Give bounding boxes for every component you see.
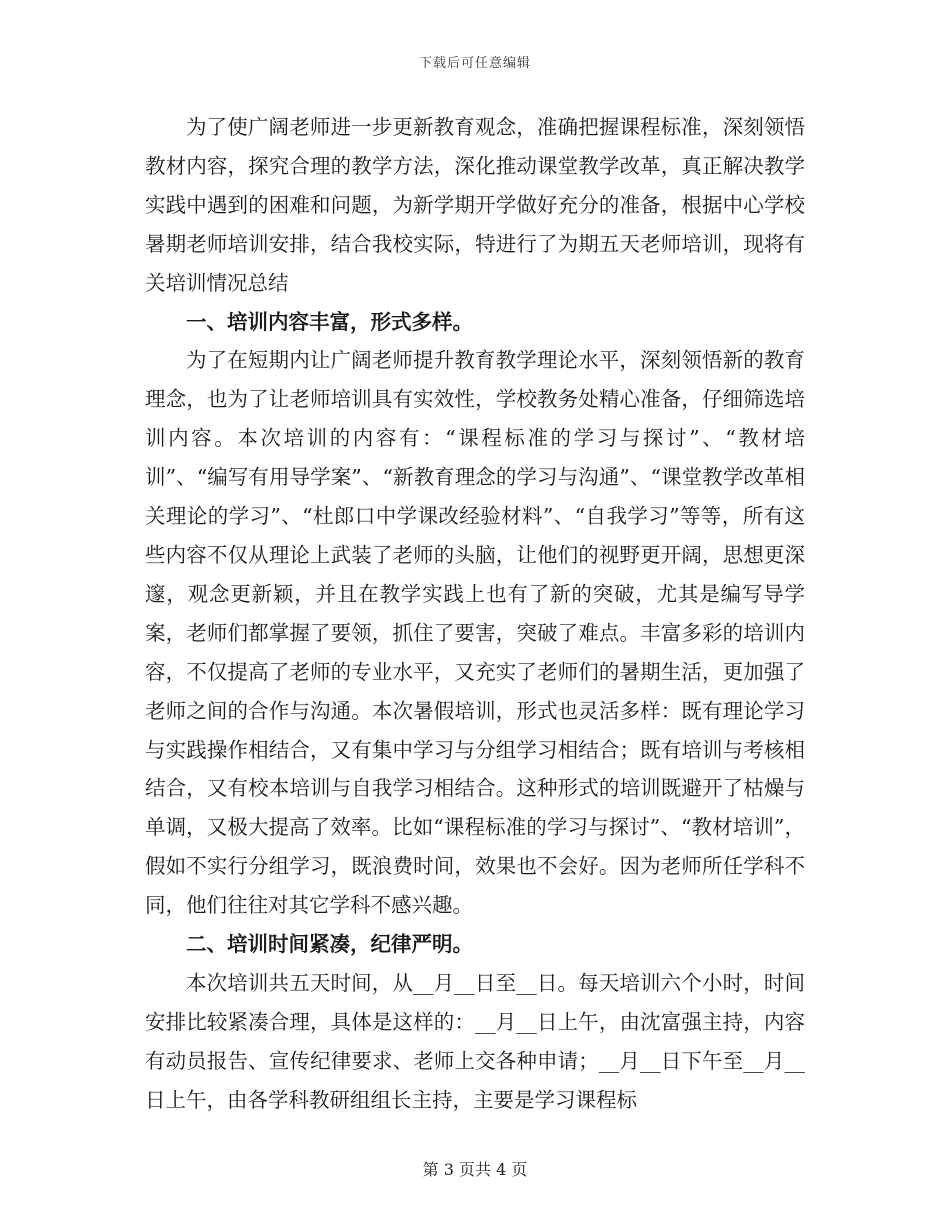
document-body xyxy=(145,108,805,1120)
section-1-paragraph: 为了在短期内让广阔老师提升教育教学理论水平，深刻领悟新的教育理念，也为了让老师培训具有实效性，学校教务处精心准备，仔细筛选培训内容。本次培训的内容有：“课程标准的学习与探讨”、“教材培训”、“编写有用导学案”、“新教育理念的学习与沟通”、“课堂教学改革相关理论的学习”、“杜郎口中学课改经验材料”、“自我学习”等等，所有这些内容不仅从理论上武装了老师的头脑，让他们的视野更开阔，思想更深邃，观念更新颖，并且在教学实践上也有了新的突破，尤其是编写导学案，老师们都掌握了要领，抓住了要害，突破了难点。丰富多彩的培训内容，不仅提高了老师的专业水平，又充实了老师们的暑期生活，更加强了老师之间的合作与沟通。本次暑假培训，形式也灵活多样：既有理论学习与实践操作相结合，又有集中学习与分组学习相结合；既有培训与考核相结合，又有校本培训与自我学习相结合。这种形式的培训既避开了枯燥与单调，又极大提高了效率。比如“课程标准的学习与探讨”、“教材培训”，假如不实行分组学习，既浪费时间，效果也不会好。因为老师所任学科不同，他们往往对其它学科不感兴趣。 xyxy=(145,348,805,918)
intro-paragraph: 为了使广阔老师进一步更新教育观念，准确把握课程标准，深刻领悟教材内容，探究合理的教学方法，深化推动课堂教学改革，真正解决教学实践中遇到的困难和问题，为新学期开学做好充分的准备，根据中心学校暑期老师培训安排，结合我校实际，特进行了为期五天老师培训，现将有关培训情况总结 xyxy=(145,115,805,295)
section-2-paragraph: 本次培训共五天时间，从__月__日至__日。每天培训六个小时，时间安排比较紧凑合理，具体是这样的：__月__日上午，由沈富强主持，内容有动员报告、宣传纪律要求、老师上交各种申请；__月__日下午至__月__日上午，由各学科教研组组长主持，主要是学习课程标 xyxy=(145,970,805,1112)
section-2-heading: 二、培训时间紧凑，纪律严明。 xyxy=(186,932,473,957)
page-number-footer: 第 3 页共 4 页 xyxy=(422,1160,528,1179)
page-header: 下载后可任意编辑 xyxy=(418,56,531,71)
section-1-heading: 一、培训内容丰富，形式多样。 xyxy=(186,309,473,334)
